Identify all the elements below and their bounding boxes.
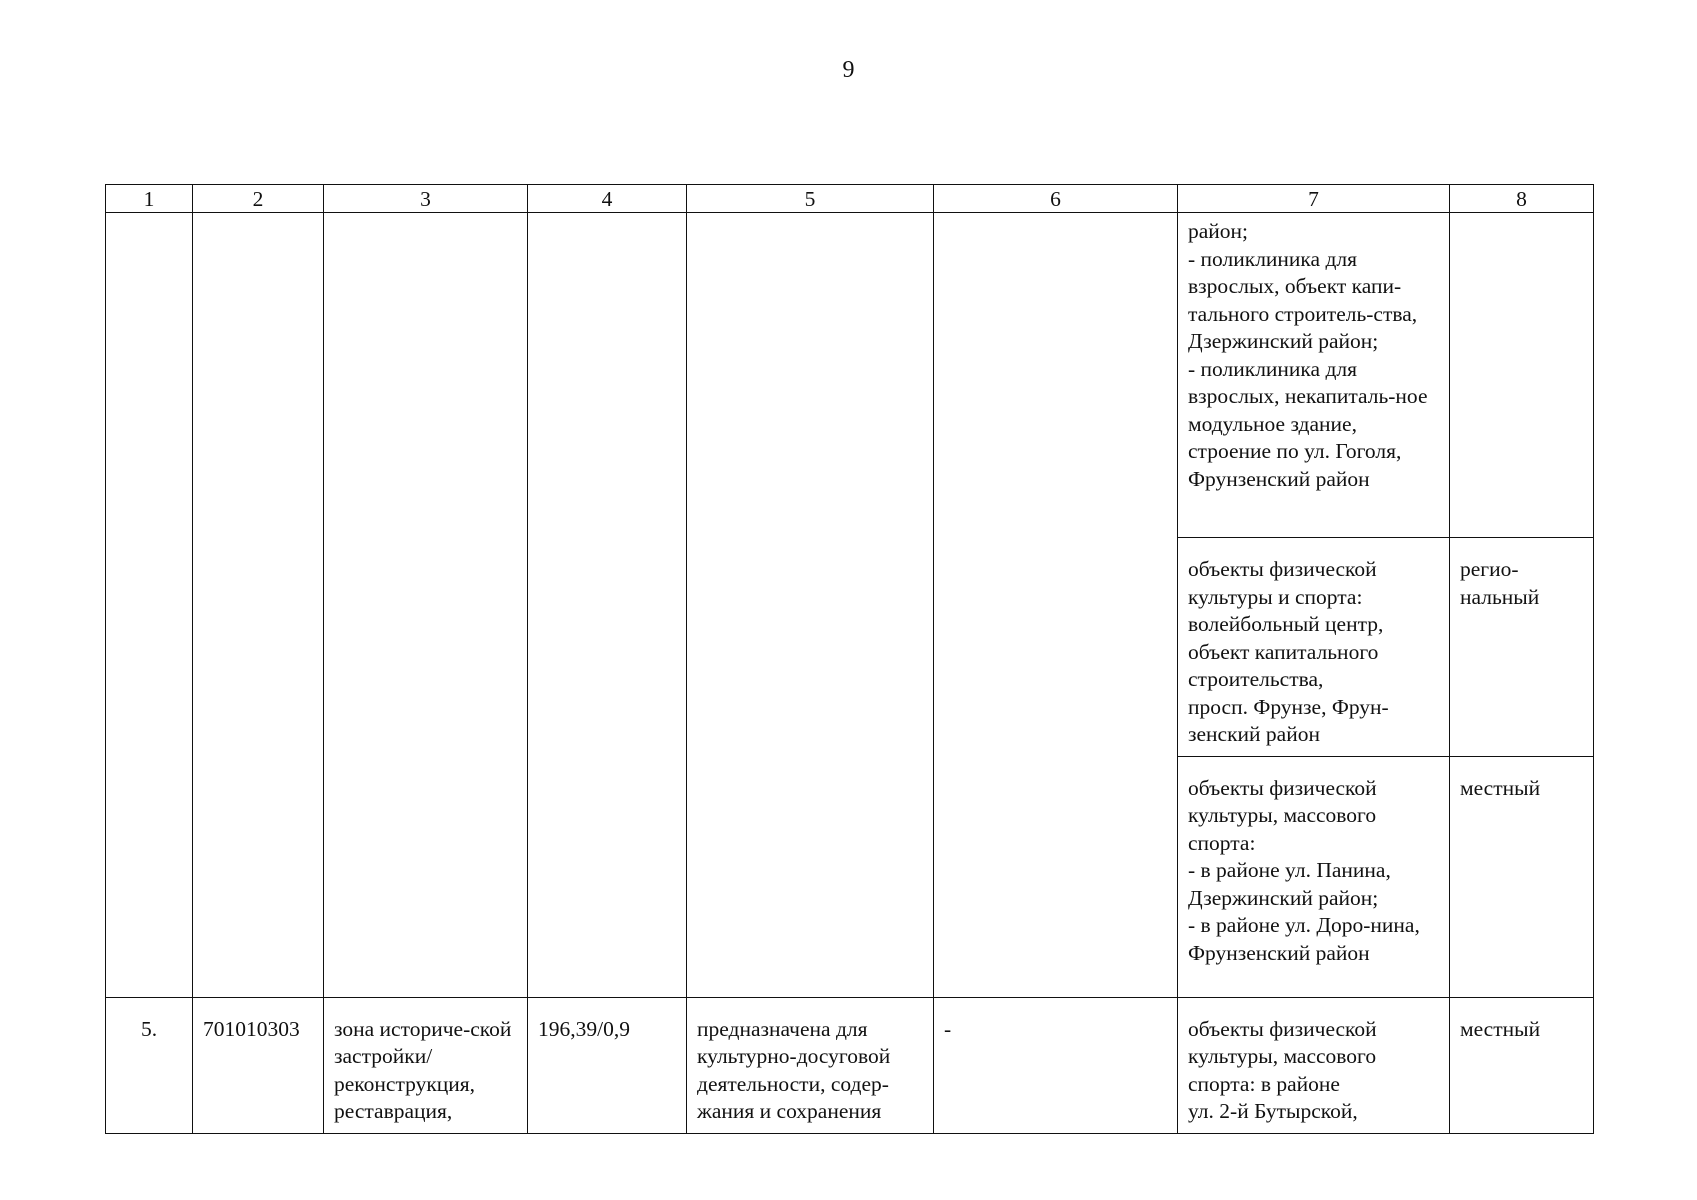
table-row [106,213,1594,538]
significance-cell: регио-нальный [1450,538,1594,757]
row-number-cell: 5. [106,997,193,1133]
header-cell: 4 [528,185,687,213]
area-cell: 196,39/0,9 [528,997,687,1133]
purpose-cell: предназначена для культурно-досуговой деятельности, содер-жания и сохранения [687,997,934,1133]
header-cell: 5 [687,185,934,213]
facility-cell: объекты физической культуры и спорта: волейбольный центр, объект капитального строительства, просп. Фрунзе, Фрун-зенский район [1178,538,1450,757]
table-cell-empty [934,213,1178,998]
zone-name-cell: зона историче-ской застройки/ реконструкция, реставрация, [324,997,528,1133]
header-cell: 6 [934,185,1178,213]
document-table [105,184,1594,1134]
page-number: 9 [842,57,855,83]
header-cell: 8 [1450,185,1594,213]
facility-cell: объекты физической культуры, массового спорта: - в районе ул. Панина, Дзержинский район; - в районе ул. Доро-нина, Фрунзенский район [1178,756,1450,997]
zone-code-cell: 701010303 [193,997,324,1133]
header-cell: 7 [1178,185,1450,213]
table-row [106,997,1594,1133]
table-cell-empty [528,213,687,998]
table-cell-empty [106,213,193,998]
header-cell: 3 [324,185,528,213]
table-cell-empty [324,213,528,998]
significance-cell [1450,213,1594,538]
column-6-cell: - [934,997,1178,1133]
facility-cell: район; - поликлиника для взрослых, объект капи-тального строитель-ства, Дзержинский район; - поликлиника для взрослых, некапиталь-ное модульное здание, строение по ул. Гоголя, Фрунзенский район [1178,213,1450,538]
header-cell: 2 [193,185,324,213]
table-header-row [106,185,1594,213]
significance-cell: местный [1450,997,1594,1133]
table-cell-empty [193,213,324,998]
significance-cell: местный [1450,756,1594,997]
facility-cell: объекты физической культуры, массового спорта: в районе ул. 2-й Бутырской, [1178,997,1450,1133]
header-cell: 1 [106,185,193,213]
table-cell-empty [687,213,934,998]
